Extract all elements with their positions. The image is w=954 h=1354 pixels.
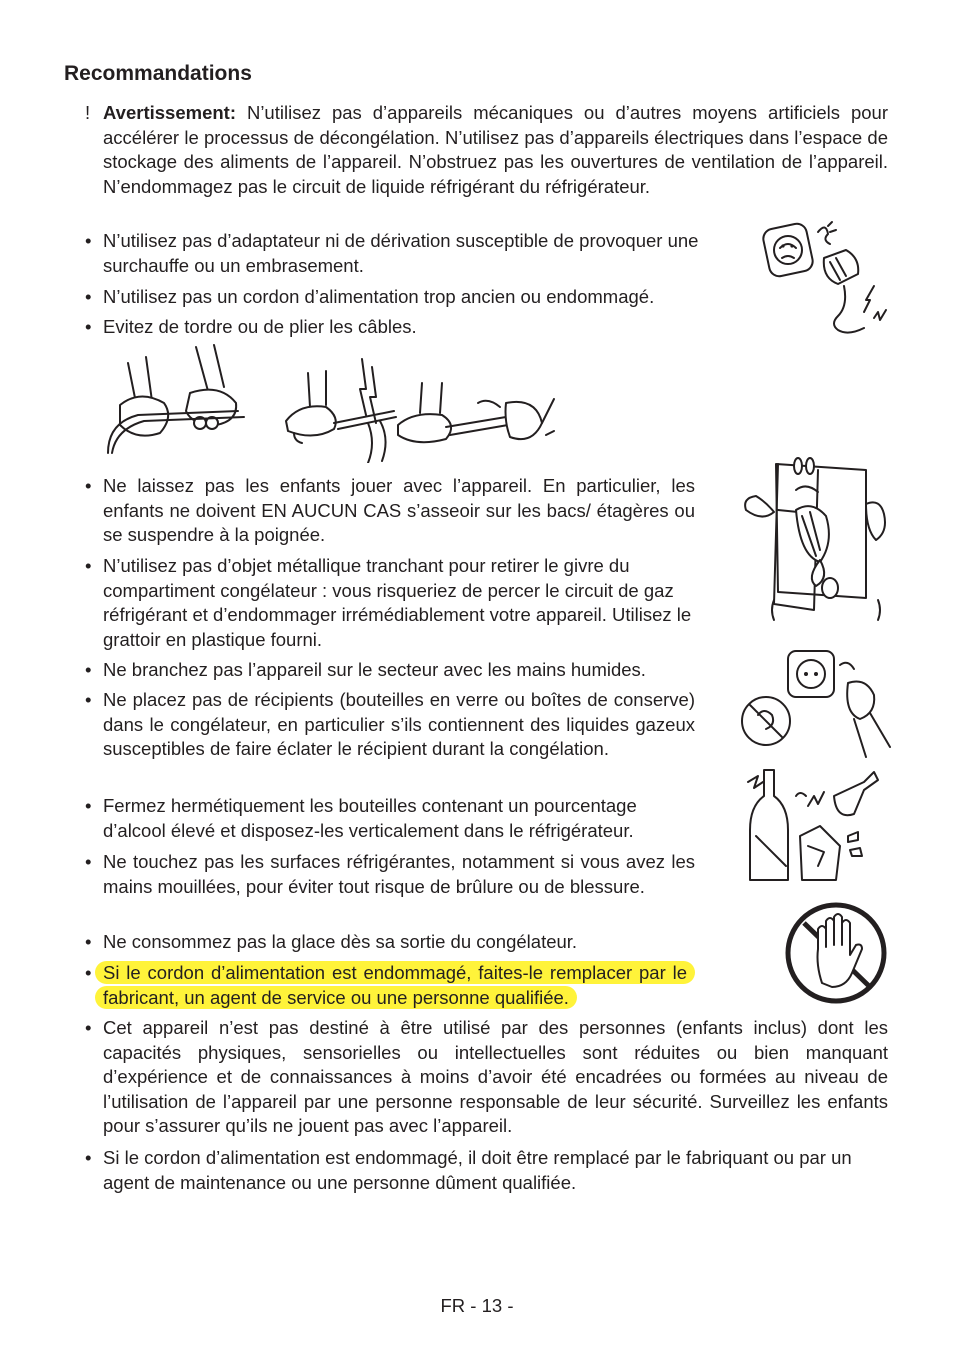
list-item-text: Ne touchez pas les surfaces réfrigérantes, notamment si vous avez les mains mouillées, pour éviter tout risque de brûlure ou de blessure.: [103, 851, 695, 897]
socket-plug-icon: [758, 218, 893, 336]
bullet-marker: •: [85, 316, 92, 337]
list-item: [85, 850, 695, 899]
bullet-marker: •: [85, 555, 92, 576]
list-item: [85, 554, 697, 652]
list-item-text: Si le cordon d’alimentation est endommagé, il doit être remplacé par le fabriquant ou par un agent de maintenance ou une personne dûment qualifiée.: [103, 1147, 852, 1193]
cable-bending-hands-icon: [98, 343, 558, 463]
list-item-text: Evitez de tordre ou de plier les câbles.: [103, 316, 417, 337]
list-item-text: Ne consommez pas la glace dès sa sortie du congélateur.: [103, 931, 578, 952]
wet-hands-socket-icon: [738, 643, 893, 758]
list-item-text: N’utilisez pas un cordon d’alimentation trop ancien ou endommagé.: [103, 286, 655, 307]
bullet-marker: •: [85, 931, 92, 952]
list-item: [85, 1146, 891, 1195]
bullet-marker: •: [85, 795, 92, 816]
list-item: [85, 930, 703, 955]
highlighted-list-item: [85, 961, 695, 1010]
list-item: [85, 315, 743, 340]
child-hanging-fridge-icon: [738, 450, 893, 625]
bullet-marker: •: [85, 689, 92, 710]
warning-label: Avertissement:: [103, 102, 236, 123]
list-item-text: N’utilisez pas d’adaptateur ni de dérivation susceptible de provoquer une surchauffe ou un embrasement.: [103, 230, 699, 276]
bullet-marker: •: [85, 475, 92, 496]
list-item-text: Cet appareil n’est pas destiné à être utilisé par des personnes (enfants inclus) dont les capacités physiques, sensorielles ou intellectuelles sont réduites ou bien manquant d’expérience et de connaissances à moins d’avoir été encadrées ou formées au niveau de l’utilisation de l’appareil par une personne responsable de leur sécurité. Surveillez les enfants pour s’assurer qu’ils ne jouent pas avec l’appareil.: [103, 1017, 888, 1137]
list-item: [85, 474, 695, 548]
bullet-marker: •: [85, 230, 92, 251]
list-item: [85, 688, 695, 762]
bullet-marker: •: [85, 1147, 92, 1168]
list-item: [85, 658, 703, 683]
warning-paragraph: [85, 101, 888, 199]
exploding-bottles-icon: [738, 766, 888, 886]
list-item: [85, 794, 701, 843]
list-item: [85, 229, 743, 278]
page-title: Recommandations: [64, 62, 252, 85]
no-touch-hand-icon: [782, 901, 892, 1011]
warning-marker: !: [85, 102, 91, 123]
warning-text: N’utilisez pas d’appareils mécaniques ou d’autres moyens artificiels pour accélérer le processus de décongélation. N’utilisez pas d’appareils électriques dans l’espace de stockage des aliments de l’appareil. N’obstruez pas les ouvertures de ventilation de l’appareil. N’endommagez pas le circuit de liquide réfrigérant du réfrigérateur.: [103, 102, 888, 197]
bullet-marker: •: [85, 1017, 92, 1038]
list-item-text: Ne branchez pas l’appareil sur le secteur avec les mains humides.: [103, 659, 646, 680]
list-item-text: Ne laissez pas les enfants jouer avec l’appareil. En particulier, les enfants ne doivent EN AUCUN CAS s’asseoir sur les bacs/ étagères ou se suspendre à la poignée.: [103, 475, 695, 546]
list-item: [85, 285, 743, 310]
list-item-text: N’utilisez pas d’objet métallique tranchant pour retirer le givre du compartiment congélateur : vous risqueriez de percer le circuit de gaz réfrigérant et d’endommager irrémédiablement votre appareil. Utilisez le grattoir en plastique fourni.: [103, 555, 692, 650]
list-item-text: Fermez hermétiquement les bouteilles contenant un pourcentage d’alcool élevé et disposez-les verticalement dans le réfrigérateur.: [103, 795, 637, 841]
bullet-marker: •: [85, 851, 92, 872]
bullet-marker: •: [85, 286, 92, 307]
list-item-text: Ne placez pas de récipients (bouteilles en verre ou boîtes de conserve) dans le congélateur, en particulier s’ils contiennent des liquides gazeux susceptibles de faire éclater le récipient durant la congélation.: [103, 689, 695, 760]
page-number: FR - 13 -: [440, 1295, 514, 1316]
highlighted-text: Si le cordon d’alimentation est endommagé, faites-le remplacer par le fabricant, un agent de service ou une personne qualifiée.: [95, 961, 695, 1009]
list-item: [85, 1016, 888, 1139]
bullet-marker: •: [85, 659, 92, 680]
bullet-marker: •: [85, 962, 92, 983]
